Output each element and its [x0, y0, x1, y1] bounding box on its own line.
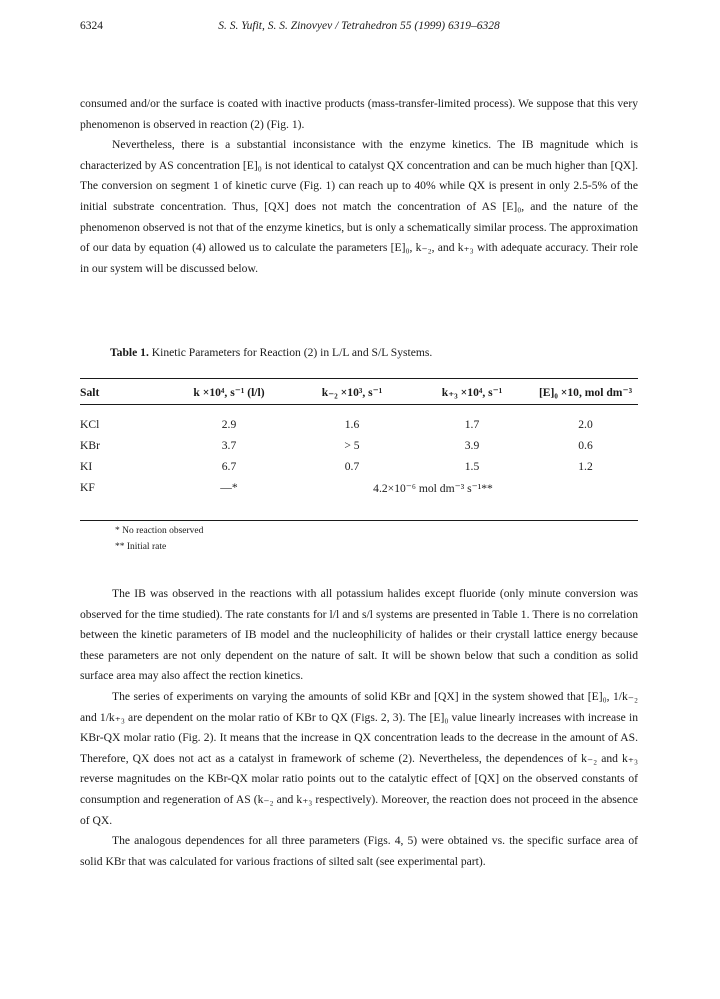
table-caption-text: Kinetic Parameters for Reaction (2) in L/L and S/L Systems. — [148, 346, 433, 359]
cell-k: 2.9 — [221, 418, 237, 431]
column-header-k-minus-2: k₋₂ ×10³, s⁻¹ — [321, 386, 383, 399]
cell-k-minus-2: 0.7 — [344, 460, 360, 473]
running-head: S. S. Yufit, S. S. Zinovyev / Tetrahedron 55 (1999) 6319–6328 — [218, 20, 500, 32]
cell-salt: KI — [80, 460, 93, 473]
footnote: ** Initial rate — [115, 542, 167, 552]
column-header-k: k ×10⁴, s⁻¹ (l/l) — [193, 386, 265, 399]
bottom-text-block — [80, 584, 638, 872]
table-footnotes — [115, 523, 203, 555]
cell-k-minus-2: 1.6 — [344, 418, 360, 431]
cell-k-plus-3: 1.5 — [464, 460, 480, 473]
paragraph: The IB was observed in the reactions with all potassium halides except fluoride (only minute conversion was observed for the time studied). The rate constants for l/l and s/l systems are presented in Table 1. There is no correlation between the kinetic parameters of IB model and the nucleophilicity of halides or their crystall lattice energy because these parameters are not only dependent on the nature of salt. It will be shown below that such a condition as solid surface area may also affect the rection kinetics. — [80, 587, 638, 683]
table-header-row — [80, 382, 638, 402]
page-header — [80, 20, 638, 36]
kinetic-parameters-table — [80, 382, 638, 498]
cell-salt: KF — [80, 481, 95, 494]
cell-k-plus-3: 1.7 — [464, 418, 480, 431]
paragraph: The series of experiments on varying the amounts of solid KBr and [QX] in the system showed that [E]₀, 1/k₋₂ and 1/k₊₃ are dependent on the molar ratio of KBr to QX (Figs. 2, 3). The [E]₀ value linearly increases with increase in KBr-QX molar ratio (Fig. 2). It means that the increase in QX concentration leads to the decrease in the amount of AS. Therefore, QX does not act as a catalyst in framework of scheme (2). Nevertheless, the dependences of k₋₂ and k₊₃ reverse magnitudes on the KBr-QX molar ratio points out to the catalytic effect of [QX] on the observed constants of consumption and regeneration of AS (k₋₂ and k₊₃ respectively). Moreover, the reaction does not proceed in the absence of QX. — [80, 689, 638, 827]
cell-k-plus-3: 3.9 — [464, 439, 480, 452]
table-row — [80, 456, 638, 477]
cell-e0 — [533, 477, 638, 498]
column-header-k-plus-3: k₊₃ ×10⁴, s⁻¹ — [441, 386, 503, 399]
cell-k: 6.7 — [221, 460, 237, 473]
table-bottom-rule — [80, 520, 638, 521]
table-caption-label: Table 1. — [110, 346, 149, 359]
table-top-rule — [80, 378, 638, 379]
paragraph: Nevertheless, there is a substantial inconsistance with the enzyme kinetics. The IB magnitude which is characterized by AS concentration [E]₀ is not identical to catalyst QX concentration and can be much higher than [QX]. The conversion on segment 1 of kinetic curve (Fig. 1) can reach up to 40% while QX is present in only 2.5-5% of the initial substrate concentration. Thus, [QX] does not match the concentration of AS [E]₀, and the nature of the phenomenon observed is not that of the enzyme kinetics, but is only a schematically similar process. The approximation of our data by equation (4) allowed us to calculate the parameters [E]₀, k₋₂, and k₊₃ with adequate accuracy. Their role in our system will be discussed below. — [80, 138, 638, 275]
table-row — [80, 414, 638, 435]
cell-e0: 2.0 — [578, 418, 593, 431]
page-number: 6324 — [80, 20, 103, 32]
table-row — [80, 435, 638, 456]
top-text-block — [80, 94, 638, 279]
cell-k-minus-2: > 5 — [344, 439, 360, 452]
cell-initial-rate: 4.2×10⁻⁶ mol dm⁻³ s⁻¹** — [373, 481, 493, 495]
paragraph: The analogous dependences for all three parameters (Figs. 4, 5) were obtained vs. the specific surface area of solid KBr that was calculated for various fractions of silted salt (see experimental part). — [80, 834, 638, 868]
column-header-salt: Salt — [80, 385, 100, 399]
cell-salt: KCl — [80, 418, 100, 431]
cell-k: —* — [220, 481, 238, 494]
column-header-e0: [E]₀ ×10, mol dm⁻³ — [538, 386, 633, 399]
paragraph: consumed and/or the surface is coated with inactive products (mass-transfer-limited process). We suppose that this very phenomenon is observed in reaction (2) (Fig. 1). — [80, 97, 638, 131]
cell-salt: KBr — [80, 439, 100, 452]
footnote: * No reaction observed — [115, 526, 204, 536]
cell-e0: 1.2 — [578, 460, 593, 473]
table-row — [80, 477, 638, 498]
cell-k: 3.7 — [221, 439, 237, 452]
table-caption — [110, 346, 432, 359]
cell-e0: 0.6 — [578, 439, 593, 452]
